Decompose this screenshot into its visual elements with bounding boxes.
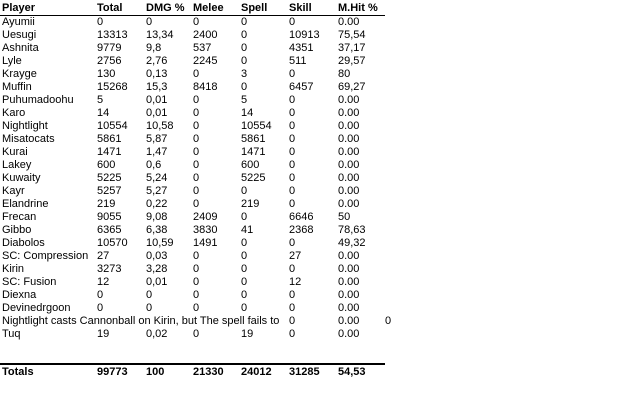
cell-player: Nightlight <box>2 120 48 132</box>
table-row <box>0 68 385 81</box>
table-row <box>0 159 385 172</box>
cell-mhit-percent: 0.00 <box>338 198 360 210</box>
cell-spell: 0 <box>241 237 248 249</box>
cell-skill: 10913 <box>289 29 320 41</box>
cell-total: 219 <box>97 198 116 210</box>
cell-mhit-percent: 0.00 <box>338 315 360 327</box>
cell-melee: 2409 <box>193 211 218 223</box>
cell-dmg-percent: 5,24 <box>146 172 168 184</box>
cell-mhit-percent: 78,63 <box>338 224 366 236</box>
cell-dmg-percent: 0 <box>146 289 153 301</box>
totals-row <box>0 366 385 379</box>
cell-dmg-percent: 13,34 <box>146 29 174 41</box>
cell-player: Kuwaity <box>2 172 41 184</box>
cell-total: 0 <box>97 289 104 301</box>
cell-total: 9055 <box>97 211 122 223</box>
cell-total: 10570 <box>97 237 128 249</box>
cell-melee: 3830 <box>193 224 218 236</box>
totals-mhit-percent: 54,53 <box>338 366 366 378</box>
cell-dmg-percent: 0 <box>146 16 153 28</box>
table-row <box>0 55 385 68</box>
cell-player: Uesugi <box>2 29 37 41</box>
cell-melee: 0 <box>193 185 200 197</box>
cell-melee: 0 <box>193 276 200 288</box>
cell-dmg-percent: 9,8 <box>146 42 162 54</box>
cell-skill: 0 <box>289 68 296 80</box>
cell-skill: 6457 <box>289 81 314 93</box>
cell-mhit-percent: 69,27 <box>338 81 366 93</box>
cell-player: SC: Compression <box>2 250 89 262</box>
cell-total: 14 <box>97 107 110 119</box>
cell-dmg-percent: 0,6 <box>146 159 162 171</box>
cell-player: Diexna <box>2 289 37 301</box>
table-row <box>0 42 385 55</box>
cell-total: 130 <box>97 68 116 80</box>
cell-skill: 0 <box>289 237 296 249</box>
cell-spell: 41 <box>241 224 254 236</box>
table-row <box>0 185 385 198</box>
cell-spell: 0 <box>241 55 248 67</box>
table-row <box>0 172 385 185</box>
header-melee: Melee <box>193 2 224 14</box>
cell-mhit-percent: 0.00 <box>338 185 360 197</box>
cell-melee: 0 <box>193 68 200 80</box>
cell-dmg-percent: 0,01 <box>146 107 168 119</box>
cell-spell: 0 <box>241 16 248 28</box>
cell-spell: 0 <box>241 276 248 288</box>
cell-melee: 0 <box>193 172 200 184</box>
cell-spell: 3 <box>241 68 248 80</box>
cell-melee: 0 <box>193 263 200 275</box>
cell-dmg-percent: 0,03 <box>146 250 168 262</box>
header-player: Player <box>2 2 36 14</box>
cell-mhit-percent: 0.00 <box>338 133 360 145</box>
cell-spell: 0 <box>241 81 248 93</box>
cell-melee: 0 <box>193 146 200 158</box>
cell-total: 3273 <box>97 263 122 275</box>
cell-player: Kirin <box>2 263 25 275</box>
cell-total: 13313 <box>97 29 128 41</box>
cell-skill: 6646 <box>289 211 314 223</box>
cell-dmg-percent: 0,13 <box>146 68 168 80</box>
table-row <box>0 120 385 133</box>
totals-dmg-percent: 100 <box>146 366 165 378</box>
cell-dmg-percent: 9,08 <box>146 211 168 223</box>
cell-melee: 2400 <box>193 29 218 41</box>
cell-player: Puhumadoohu <box>2 94 74 106</box>
cell-spell: 10554 <box>241 120 272 132</box>
cell-skill: 0 <box>289 185 296 197</box>
cell-spell: 19 <box>241 328 254 340</box>
cell-spell: 1471 <box>241 146 266 158</box>
cell-spell: 0 <box>241 289 248 301</box>
cell-mhit-percent: 0.00 <box>338 146 360 158</box>
cell-skill: 0 <box>289 16 296 28</box>
cell-player: Karo <box>2 107 26 119</box>
cell-skill: 0 <box>289 146 296 158</box>
totals-spell: 24012 <box>241 366 272 378</box>
header-dmg-percent: DMG % <box>146 2 185 14</box>
cell-melee: 0 <box>193 120 200 132</box>
cell-spell: 14 <box>241 107 254 119</box>
cell-mhit-percent: 0.00 <box>338 289 360 301</box>
table-row <box>0 198 385 211</box>
table-row <box>0 133 385 146</box>
cell-skill: 12 <box>289 276 302 288</box>
cell-total: 19 <box>97 328 110 340</box>
cell-melee: 0 <box>193 302 200 314</box>
cell-spell: 219 <box>241 198 260 210</box>
cell-mhit-percent: 0.00 <box>338 120 360 132</box>
table-row <box>0 302 385 315</box>
cell-player: Ayumii <box>2 16 35 28</box>
cell-dmg-percent: 0,02 <box>146 328 168 340</box>
cell-mhit-percent: 50 <box>338 211 351 223</box>
cell-mhit-percent: 0.00 <box>338 302 360 314</box>
cell-total: 10554 <box>97 120 128 132</box>
cell-total: 15268 <box>97 81 128 93</box>
cell-player: Kayr <box>2 185 25 197</box>
cell-melee: 0 <box>193 94 200 106</box>
cell-mhit-percent: 0.00 <box>338 250 360 262</box>
cell-dmg-percent: 2,76 <box>146 55 168 67</box>
cell-skill: 0 <box>289 94 296 106</box>
cell-total: 12 <box>97 276 110 288</box>
cell-total: 5257 <box>97 185 122 197</box>
cell-mhit-percent: 29,57 <box>338 55 366 67</box>
table-row <box>0 250 385 263</box>
cell-player: Tuq <box>2 328 21 340</box>
cell-skill: 0 <box>289 198 296 210</box>
cell-dmg-percent: 5,87 <box>146 133 168 145</box>
cell-skill: 0 <box>289 120 296 132</box>
cell-melee: 2245 <box>193 55 218 67</box>
cell-player: Lyle <box>2 55 22 67</box>
cell-total: 0 <box>97 16 104 28</box>
table-row <box>0 328 385 341</box>
cell-spell: 0 <box>241 302 248 314</box>
cell-mhit-percent: 0.00 <box>338 172 360 184</box>
cell-spell: 0 <box>241 211 248 223</box>
overflow-extra-value: 0 <box>385 315 392 327</box>
cell-melee: 0 <box>193 250 200 262</box>
cell-spell: 0 <box>241 29 248 41</box>
cell-skill: 0 <box>289 172 296 184</box>
table-row <box>0 224 385 237</box>
cell-total: 1471 <box>97 146 122 158</box>
cell-player: Devinedrgoon <box>2 302 71 314</box>
cell-melee: 0 <box>193 289 200 301</box>
cell-skill: 511 <box>289 55 307 67</box>
cell-skill: 0 <box>289 107 296 119</box>
cell-mhit-percent: 80 <box>338 68 351 80</box>
cell-total: 0 <box>97 302 104 314</box>
cell-player: Muffin <box>2 81 32 93</box>
table-row <box>0 263 385 276</box>
cell-dmg-percent: 10,59 <box>146 237 174 249</box>
header-row <box>0 2 385 15</box>
totals-divider <box>0 363 385 365</box>
table-row <box>0 16 385 29</box>
cell-player: Elandrine <box>2 198 49 210</box>
cell-dmg-percent: 0,22 <box>146 198 168 210</box>
cell-dmg-percent: 1,47 <box>146 146 168 158</box>
cell-spell: 0 <box>241 263 248 275</box>
cell-mhit-percent: 0.00 <box>338 16 360 28</box>
cell-player: Diabolos <box>2 237 45 249</box>
header-skill: Skill <box>289 2 312 14</box>
cell-mhit-percent: 75,54 <box>338 29 366 41</box>
table-row <box>0 315 392 328</box>
cell-melee: 8418 <box>193 81 218 93</box>
totals-total: 99773 <box>97 366 128 378</box>
cell-total: 2756 <box>97 55 122 67</box>
cell-total: 9779 <box>97 42 122 54</box>
cell-player: SC: Fusion <box>2 276 57 288</box>
cell-melee: 0 <box>193 107 200 119</box>
cell-dmg-percent: 3,28 <box>146 263 168 275</box>
cell-skill: 27 <box>289 250 302 262</box>
table-row <box>0 81 385 94</box>
table-row <box>0 94 385 107</box>
header-mhit-percent: M.Hit % <box>338 2 378 14</box>
table-row <box>0 289 385 302</box>
cell-mhit-percent: 0.00 <box>338 159 360 171</box>
cell-dmg-percent: 15,3 <box>146 81 168 93</box>
cell-total: 5 <box>97 94 104 106</box>
cell-melee: 0 <box>193 16 200 28</box>
cell-spell: 5225 <box>241 172 266 184</box>
cell-skill: 0 <box>289 159 296 171</box>
cell-total: 5225 <box>97 172 122 184</box>
cell-spell: 0 <box>241 185 248 197</box>
cell-spell: 600 <box>241 159 260 171</box>
totals-melee: 21330 <box>193 366 224 378</box>
cell-mhit-percent: 0.00 <box>338 263 360 275</box>
cell-dmg-percent: 5,27 <box>146 185 168 197</box>
header-spell: Spell <box>241 2 268 14</box>
cell-dmg-percent: 0,01 <box>146 94 168 106</box>
cell-total: 6365 <box>97 224 122 236</box>
cell-melee: 0 <box>193 198 200 210</box>
header-total: Total <box>97 2 123 14</box>
cell-skill: 2368 <box>289 224 314 236</box>
cell-dmg-percent: 0,01 <box>146 276 168 288</box>
cell-total: 5861 <box>97 133 122 145</box>
table-row <box>0 276 385 289</box>
cell-skill: 0 <box>289 315 296 327</box>
table-row <box>0 211 385 224</box>
table-row <box>0 107 385 120</box>
cell-melee: 0 <box>193 133 200 145</box>
cell-melee: 0 <box>193 159 200 171</box>
totals-label: Totals <box>2 366 34 378</box>
cell-melee: 537 <box>193 42 212 54</box>
cell-dmg-percent: 0 <box>146 302 153 314</box>
table-row <box>0 29 385 42</box>
cell-mhit-percent: 0.00 <box>338 94 360 106</box>
cell-mhit-percent: 0.00 <box>338 328 360 340</box>
overflow-log-text: Nightlight casts Cannonball on Kirin, but The spell fails to <box>2 315 280 327</box>
cell-mhit-percent: 0.00 <box>338 107 360 119</box>
cell-player: Lakey <box>2 159 32 171</box>
cell-skill: 0 <box>289 289 296 301</box>
cell-total: 600 <box>97 159 116 171</box>
cell-spell: 5 <box>241 94 248 106</box>
cell-skill: 0 <box>289 263 296 275</box>
cell-mhit-percent: 0.00 <box>338 276 360 288</box>
cell-skill: 0 <box>289 328 296 340</box>
cell-skill: 4351 <box>289 42 314 54</box>
cell-skill: 0 <box>289 133 296 145</box>
cell-player: Krayge <box>2 68 37 80</box>
cell-skill: 0 <box>289 302 296 314</box>
totals-skill: 31285 <box>289 366 320 378</box>
cell-player: Frecan <box>2 211 37 223</box>
cell-player: Kurai <box>2 146 28 158</box>
cell-melee: 0 <box>193 328 200 340</box>
cell-player: Ashnita <box>2 42 39 54</box>
cell-spell: 5861 <box>241 133 266 145</box>
cell-mhit-percent: 37,17 <box>338 42 366 54</box>
cell-player: Misatocats <box>2 133 55 145</box>
cell-player: Gibbo <box>2 224 32 236</box>
table-row <box>0 237 385 250</box>
cell-melee: 1491 <box>193 237 218 249</box>
cell-dmg-percent: 6,38 <box>146 224 168 236</box>
cell-spell: 0 <box>241 250 248 262</box>
cell-dmg-percent: 10,58 <box>146 120 174 132</box>
table-row <box>0 146 385 159</box>
cell-total: 27 <box>97 250 110 262</box>
cell-mhit-percent: 49,32 <box>338 237 366 249</box>
cell-spell: 0 <box>241 42 248 54</box>
